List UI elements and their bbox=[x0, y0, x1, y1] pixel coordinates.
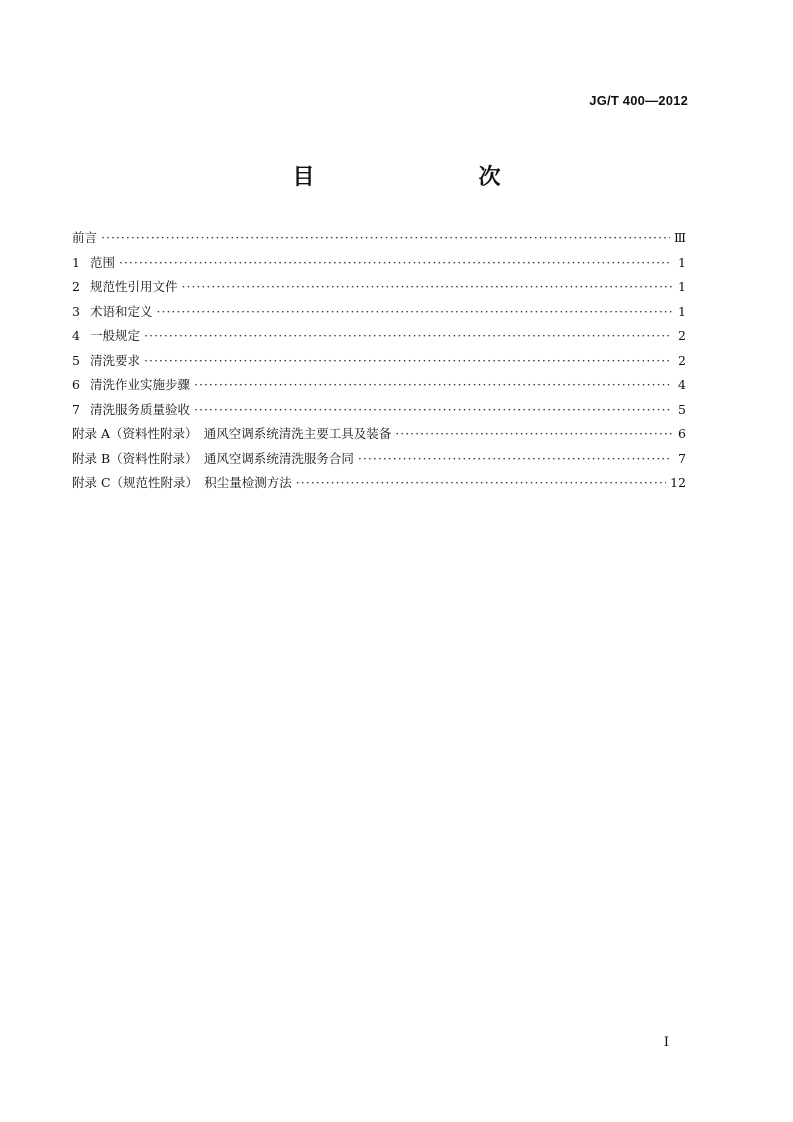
toc-entry-text: 前言 bbox=[72, 230, 98, 245]
toc-entry-1[interactable] bbox=[72, 253, 686, 278]
toc-entry-number: 2 bbox=[72, 279, 80, 294]
standard-code: JG/T 400—2012 bbox=[589, 93, 688, 108]
toc-entry-page: 2 bbox=[678, 328, 686, 343]
page-number: I bbox=[663, 1035, 669, 1050]
toc-entry-appendix-b[interactable] bbox=[72, 449, 686, 474]
toc-leader-dots bbox=[101, 230, 670, 245]
toc-entry-page: Ⅲ bbox=[673, 230, 686, 245]
toc-leader-dots bbox=[358, 451, 672, 466]
toc-entry-page: 7 bbox=[678, 450, 686, 466]
toc-leader-dots bbox=[182, 279, 672, 294]
toc-entry-2[interactable] bbox=[72, 277, 686, 302]
toc-entry-number: 3 bbox=[72, 303, 80, 319]
toc-leader-dots bbox=[144, 353, 672, 368]
toc-entry-page: 2 bbox=[678, 352, 686, 368]
toc-entry-4[interactable] bbox=[72, 326, 686, 351]
toc-entry-6[interactable] bbox=[72, 375, 686, 400]
toc-entry-number: 5 bbox=[72, 352, 80, 368]
toc-entry-text: 清洗服务质量验收 bbox=[90, 401, 191, 417]
toc-leader-dots bbox=[194, 402, 672, 417]
toc-entry-text: 附录 A（资料性附录） 通风空调系统清洗主要工具及装备 bbox=[72, 426, 392, 441]
toc-entry-3[interactable] bbox=[72, 302, 686, 327]
toc-entry-page: 12 bbox=[670, 475, 686, 490]
toc-entry-appendix-a[interactable] bbox=[72, 424, 686, 449]
toc-entry-text: 附录 C（规范性附录） 积尘量检测方法 bbox=[72, 475, 292, 490]
toc-entry-text: 一般规定 bbox=[90, 328, 141, 343]
toc-entry-text: 术语和定义 bbox=[90, 303, 153, 319]
toc-entry-number: 7 bbox=[72, 401, 80, 417]
toc-leader-dots bbox=[395, 426, 672, 441]
toc-entry-foreword[interactable] bbox=[72, 228, 686, 253]
toc-entry-page: 6 bbox=[678, 426, 686, 441]
toc-entry-page: 1 bbox=[678, 279, 686, 294]
toc-leader-dots bbox=[296, 475, 666, 490]
toc-entry-page: 4 bbox=[678, 377, 686, 392]
toc-entry-text: 清洗要求 bbox=[90, 352, 141, 368]
page-title: 目 次 bbox=[292, 164, 541, 190]
toc-leader-dots bbox=[119, 255, 672, 270]
toc-entry-page: 1 bbox=[678, 303, 686, 319]
toc-entry-page: 5 bbox=[678, 401, 686, 417]
toc-entry-text: 清洗作业实施步骤 bbox=[90, 377, 191, 392]
toc-entry-7[interactable] bbox=[72, 400, 686, 425]
toc-entry-page: 1 bbox=[678, 254, 686, 270]
toc-entry-text: 范围 bbox=[90, 254, 116, 270]
toc-entry-number: 4 bbox=[72, 328, 80, 343]
table-of-contents bbox=[72, 228, 686, 498]
toc-leader-dots bbox=[157, 304, 672, 319]
toc-leader-dots bbox=[144, 328, 672, 343]
toc-entry-text: 规范性引用文件 bbox=[90, 279, 178, 294]
toc-entry-number: 1 bbox=[72, 254, 80, 270]
toc-entry-number: 6 bbox=[72, 377, 80, 392]
toc-entry-text: 附录 B（资料性附录） 通风空调系统清洗服务合同 bbox=[72, 450, 354, 466]
toc-leader-dots bbox=[194, 377, 672, 392]
toc-entry-appendix-c[interactable] bbox=[72, 473, 686, 498]
toc-entry-5[interactable] bbox=[72, 351, 686, 376]
